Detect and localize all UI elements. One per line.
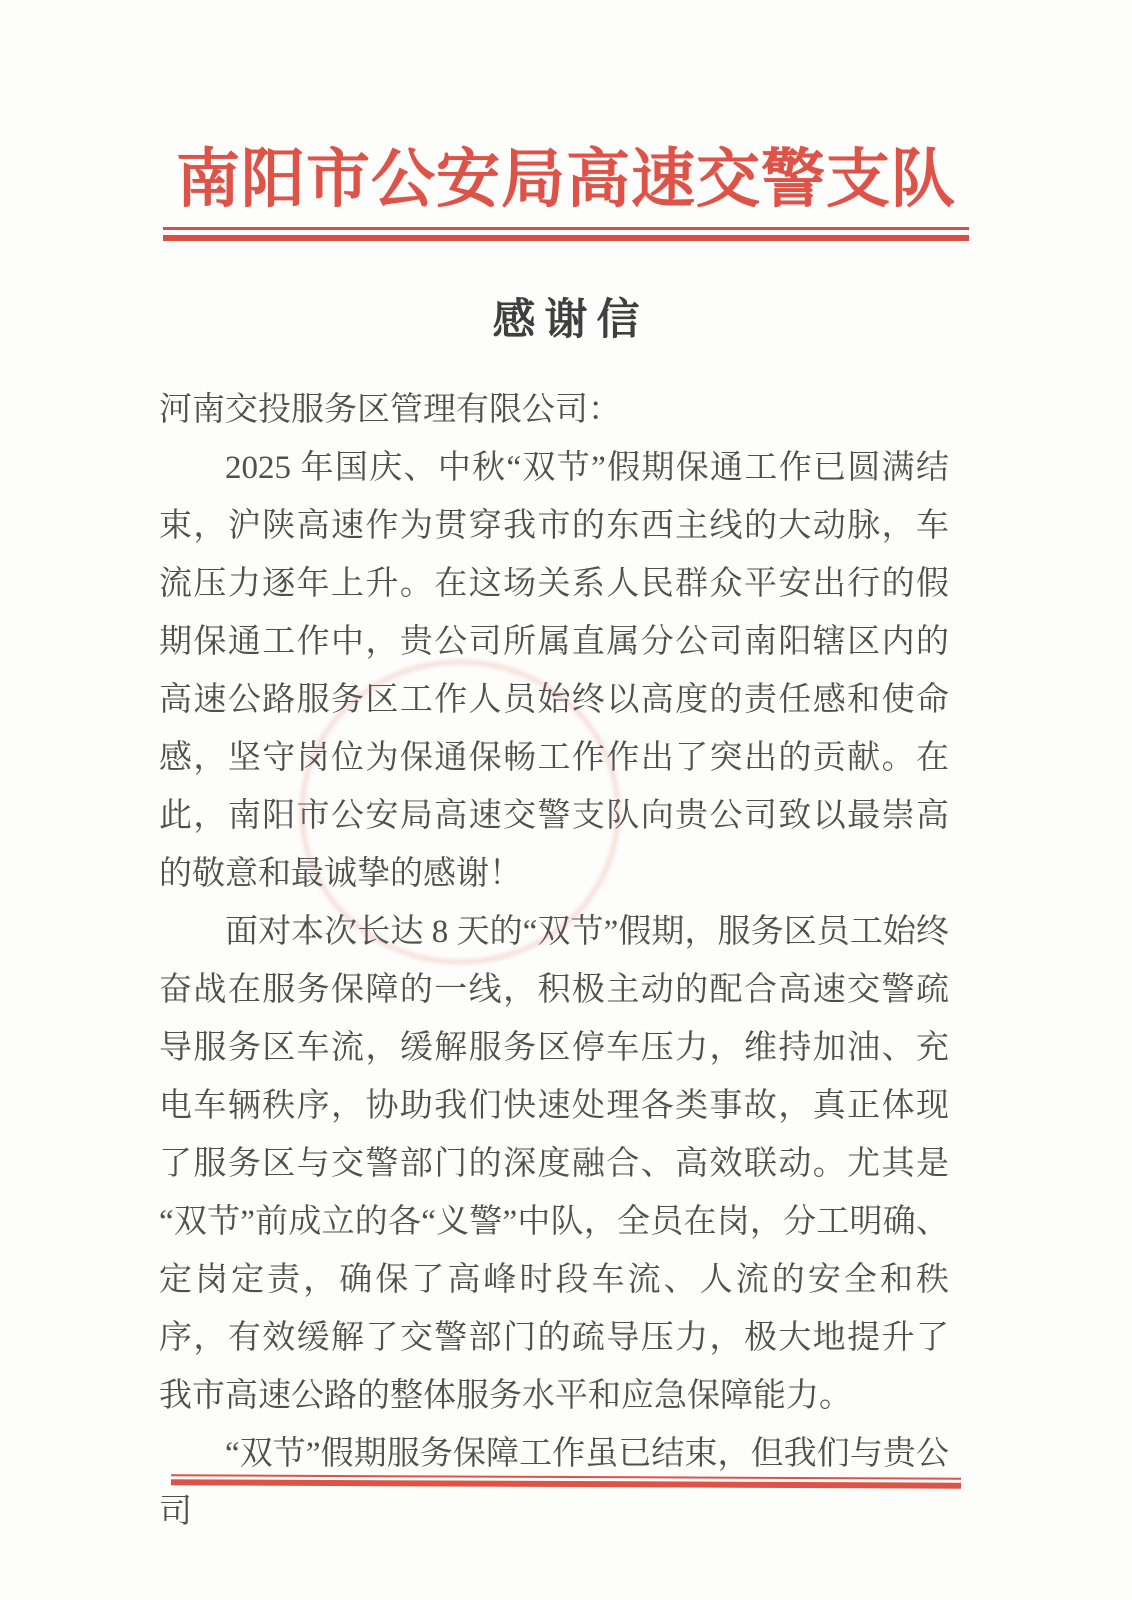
paragraph-2: 面对本次长达 8 天的“双节”假期，服务区员工始终奋战在服务保障的一线，积极主动的配合高速交警疏导服务区车流，缓解服务区停车压力，维持加油、充电车辆秩序，协助我们快速处理各类事故，真正体现了服务区与交警部门的深度融合、高效联动。尤其是“双节”前成立的各“义警”中队，全员在岗，分工明确、定岗定责，确保了高峰时段车流、人流的安全和秩序，有效缓解了交警部门的疏导压力，极大地提升了我市高速公路的整体服务水平和应急保障能力。 — [159, 914, 949, 1414]
letter-body — [159, 381, 949, 1541]
paragraph-3: “双节”假期服务保障工作虽已结束，但我们与贵公司 — [159, 1436, 949, 1530]
paragraph-1: 2025 年国庆、中秋“双节”假期保通工作已圆满结束，沪陕高速作为贯穿我市的东西主线的大动脉，车流压力逐年上升。在这场关系人民群众平安出行的假期保通工作中，贵公司所属直属分公司南阳辖区内的高速公路服务区工作人员始终以高度的责任感和使命感，坚守岗位为保通保畅工作作出了突出的贡献。在此，南阳市公安局高速交警支队向贵公司致以最崇高的敬意和最诚挚的感谢！ — [159, 450, 949, 892]
letterhead-title: 南阳市公安局高速交警支队 — [176, 144, 956, 215]
salutation: 河南交投服务区管理有限公司： — [159, 392, 621, 428]
letter-title: 感谢信 — [492, 297, 649, 344]
letterhead-double-rule — [163, 227, 969, 241]
